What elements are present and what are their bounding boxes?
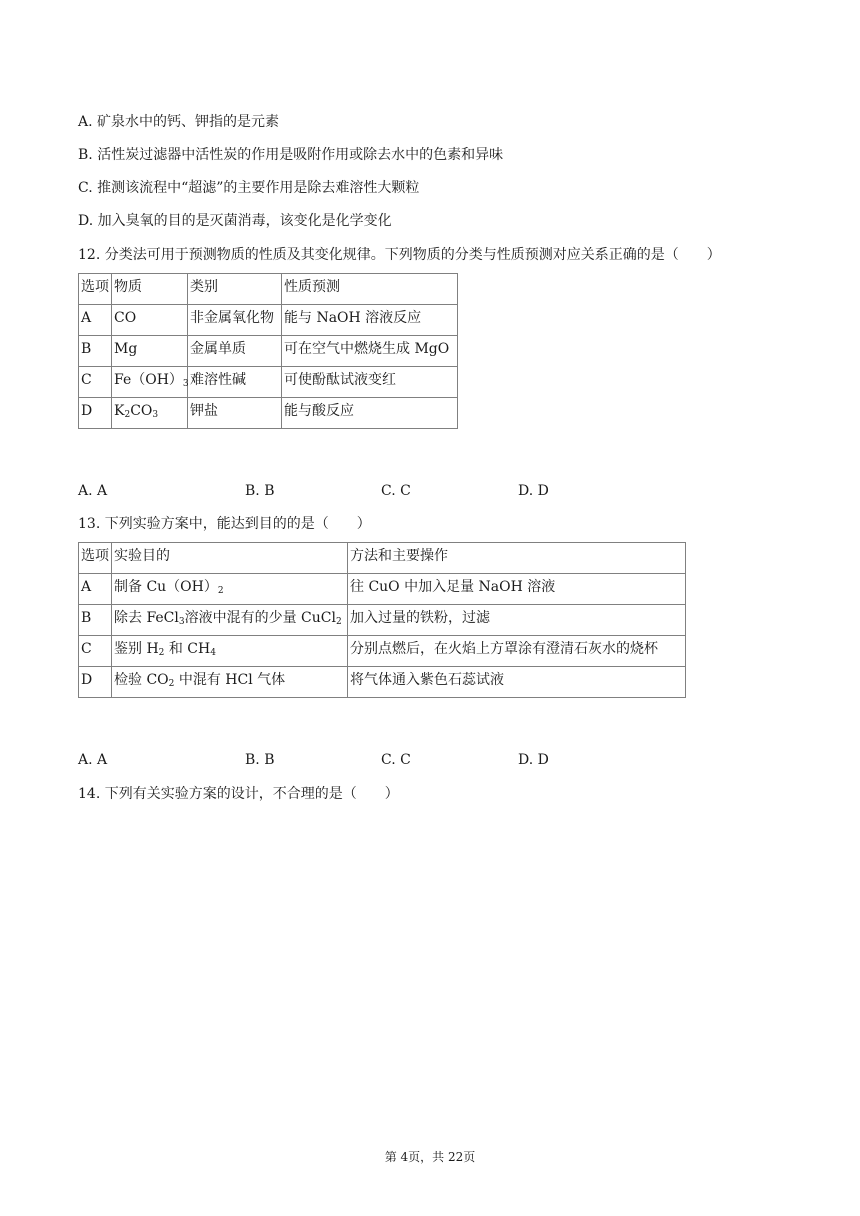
subscript: 2	[217, 586, 224, 596]
subscript: 2	[335, 617, 342, 627]
q12-stem: 12. 分类法可用于预测物质的性质及其变化规律。下列物质的分类与性质预测对应关系正确的是（ ）	[78, 247, 721, 263]
header-cell: 类别	[188, 274, 282, 305]
formula-text: Fe（OH）	[114, 372, 183, 388]
category: 非金属氧化物	[188, 305, 282, 336]
q11-option-a: A. 矿泉水中的钙、钾指的是元素	[78, 114, 280, 130]
q11-option-d: D. 加入臭氧的目的是灭菌消毒，该变化是化学变化	[78, 213, 392, 229]
choice-d: D. D	[518, 752, 549, 768]
table-header-row	[79, 543, 686, 574]
q13-stem: 13. 下列实验方案中，能达到目的的是（ ）	[78, 516, 371, 532]
option-letter: D	[79, 667, 112, 698]
formula-text: K	[114, 403, 125, 419]
option-letter: B	[79, 605, 112, 636]
choice-a: A. A	[78, 483, 108, 499]
category: 金属单质	[188, 336, 282, 367]
header-cell: 物质	[112, 274, 188, 305]
table-row	[79, 398, 458, 429]
choice-c: C. C	[381, 483, 411, 499]
header-cell: 选项	[79, 274, 112, 305]
q14-stem: 14. 下列有关实验方案的设计，不合理的是（ ）	[78, 786, 399, 802]
header-cell: 选项	[79, 543, 112, 574]
substance: Mg	[112, 336, 188, 367]
table-header-row	[79, 274, 458, 305]
option-letter: A	[79, 305, 112, 336]
category: 钾盐	[188, 398, 282, 429]
subscript: 3	[182, 379, 189, 389]
choice-b: B. B	[245, 752, 275, 768]
purpose-text: 检验 CO	[114, 672, 169, 688]
q11-option-c: C. 推测该流程中“超滤”的主要作用是除去难溶性大颗粒	[78, 180, 420, 196]
table-row	[79, 605, 686, 636]
substance	[112, 367, 188, 398]
choice-c: C. C	[381, 752, 411, 768]
formula-text: CO	[130, 403, 153, 419]
table-row	[79, 667, 686, 698]
property-prediction: 能与酸反应	[282, 398, 458, 429]
method-operation: 将气体通入紫色石蕊试液	[348, 667, 686, 698]
experiment-purpose	[112, 636, 348, 667]
subscript: 3	[152, 410, 159, 420]
option-letter: D	[79, 398, 112, 429]
page-number: 第 4页，共 22页	[384, 1150, 476, 1164]
header-cell: 性质预测	[282, 274, 458, 305]
property-prediction: 能与 NaOH 溶液反应	[282, 305, 458, 336]
property-prediction: 可使酚酞试液变红	[282, 367, 458, 398]
purpose-text: 和 CH	[164, 641, 211, 657]
table-row	[79, 367, 458, 398]
q12-choices	[78, 481, 778, 501]
table-row	[79, 636, 686, 667]
substance	[112, 398, 188, 429]
subscript: 2	[158, 648, 165, 658]
choice-d: D. D	[518, 483, 549, 499]
method-operation: 加入过量的铁粉，过滤	[348, 605, 686, 636]
header-cell: 实验目的	[112, 543, 348, 574]
table-row	[79, 574, 686, 605]
choice-b: B. B	[245, 483, 275, 499]
purpose-text: 制备 Cu（OH）	[114, 579, 218, 595]
experiment-purpose	[112, 605, 348, 636]
q12-table	[78, 273, 458, 429]
category: 难溶性碱	[188, 367, 282, 398]
substance: CO	[112, 305, 188, 336]
purpose-text: 溶液中混有的少量 CuCl	[184, 610, 336, 626]
option-letter: B	[79, 336, 112, 367]
subscript: 3	[178, 617, 185, 627]
subscript: 2	[168, 679, 175, 689]
purpose-text: 中混有 HCl 气体	[174, 672, 286, 688]
q11-option-b: B. 活性炭过滤器中活性炭的作用是吸附作用或除去水中的色素和异味	[78, 147, 504, 163]
purpose-text: 鉴别 H	[114, 641, 159, 657]
subscript: 2	[124, 410, 131, 420]
option-letter: C	[79, 636, 112, 667]
q13-choices	[78, 750, 778, 770]
choice-a: A. A	[78, 752, 108, 768]
q13-table	[78, 542, 686, 698]
table-row	[79, 305, 458, 336]
option-letter: A	[79, 574, 112, 605]
purpose-text: 除去 FeCl	[114, 610, 179, 626]
method-operation: 分别点燃后，在火焰上方罩涂有澄清石灰水的烧杯	[348, 636, 686, 667]
experiment-purpose	[112, 667, 348, 698]
method-operation: 往 CuO 中加入足量 NaOH 溶液	[348, 574, 686, 605]
property-prediction: 可在空气中燃烧生成 MgO	[282, 336, 458, 367]
header-cell: 方法和主要操作	[348, 543, 686, 574]
table-row	[79, 336, 458, 367]
subscript: 4	[210, 648, 216, 658]
experiment-purpose	[112, 574, 348, 605]
option-letter: C	[79, 367, 112, 398]
